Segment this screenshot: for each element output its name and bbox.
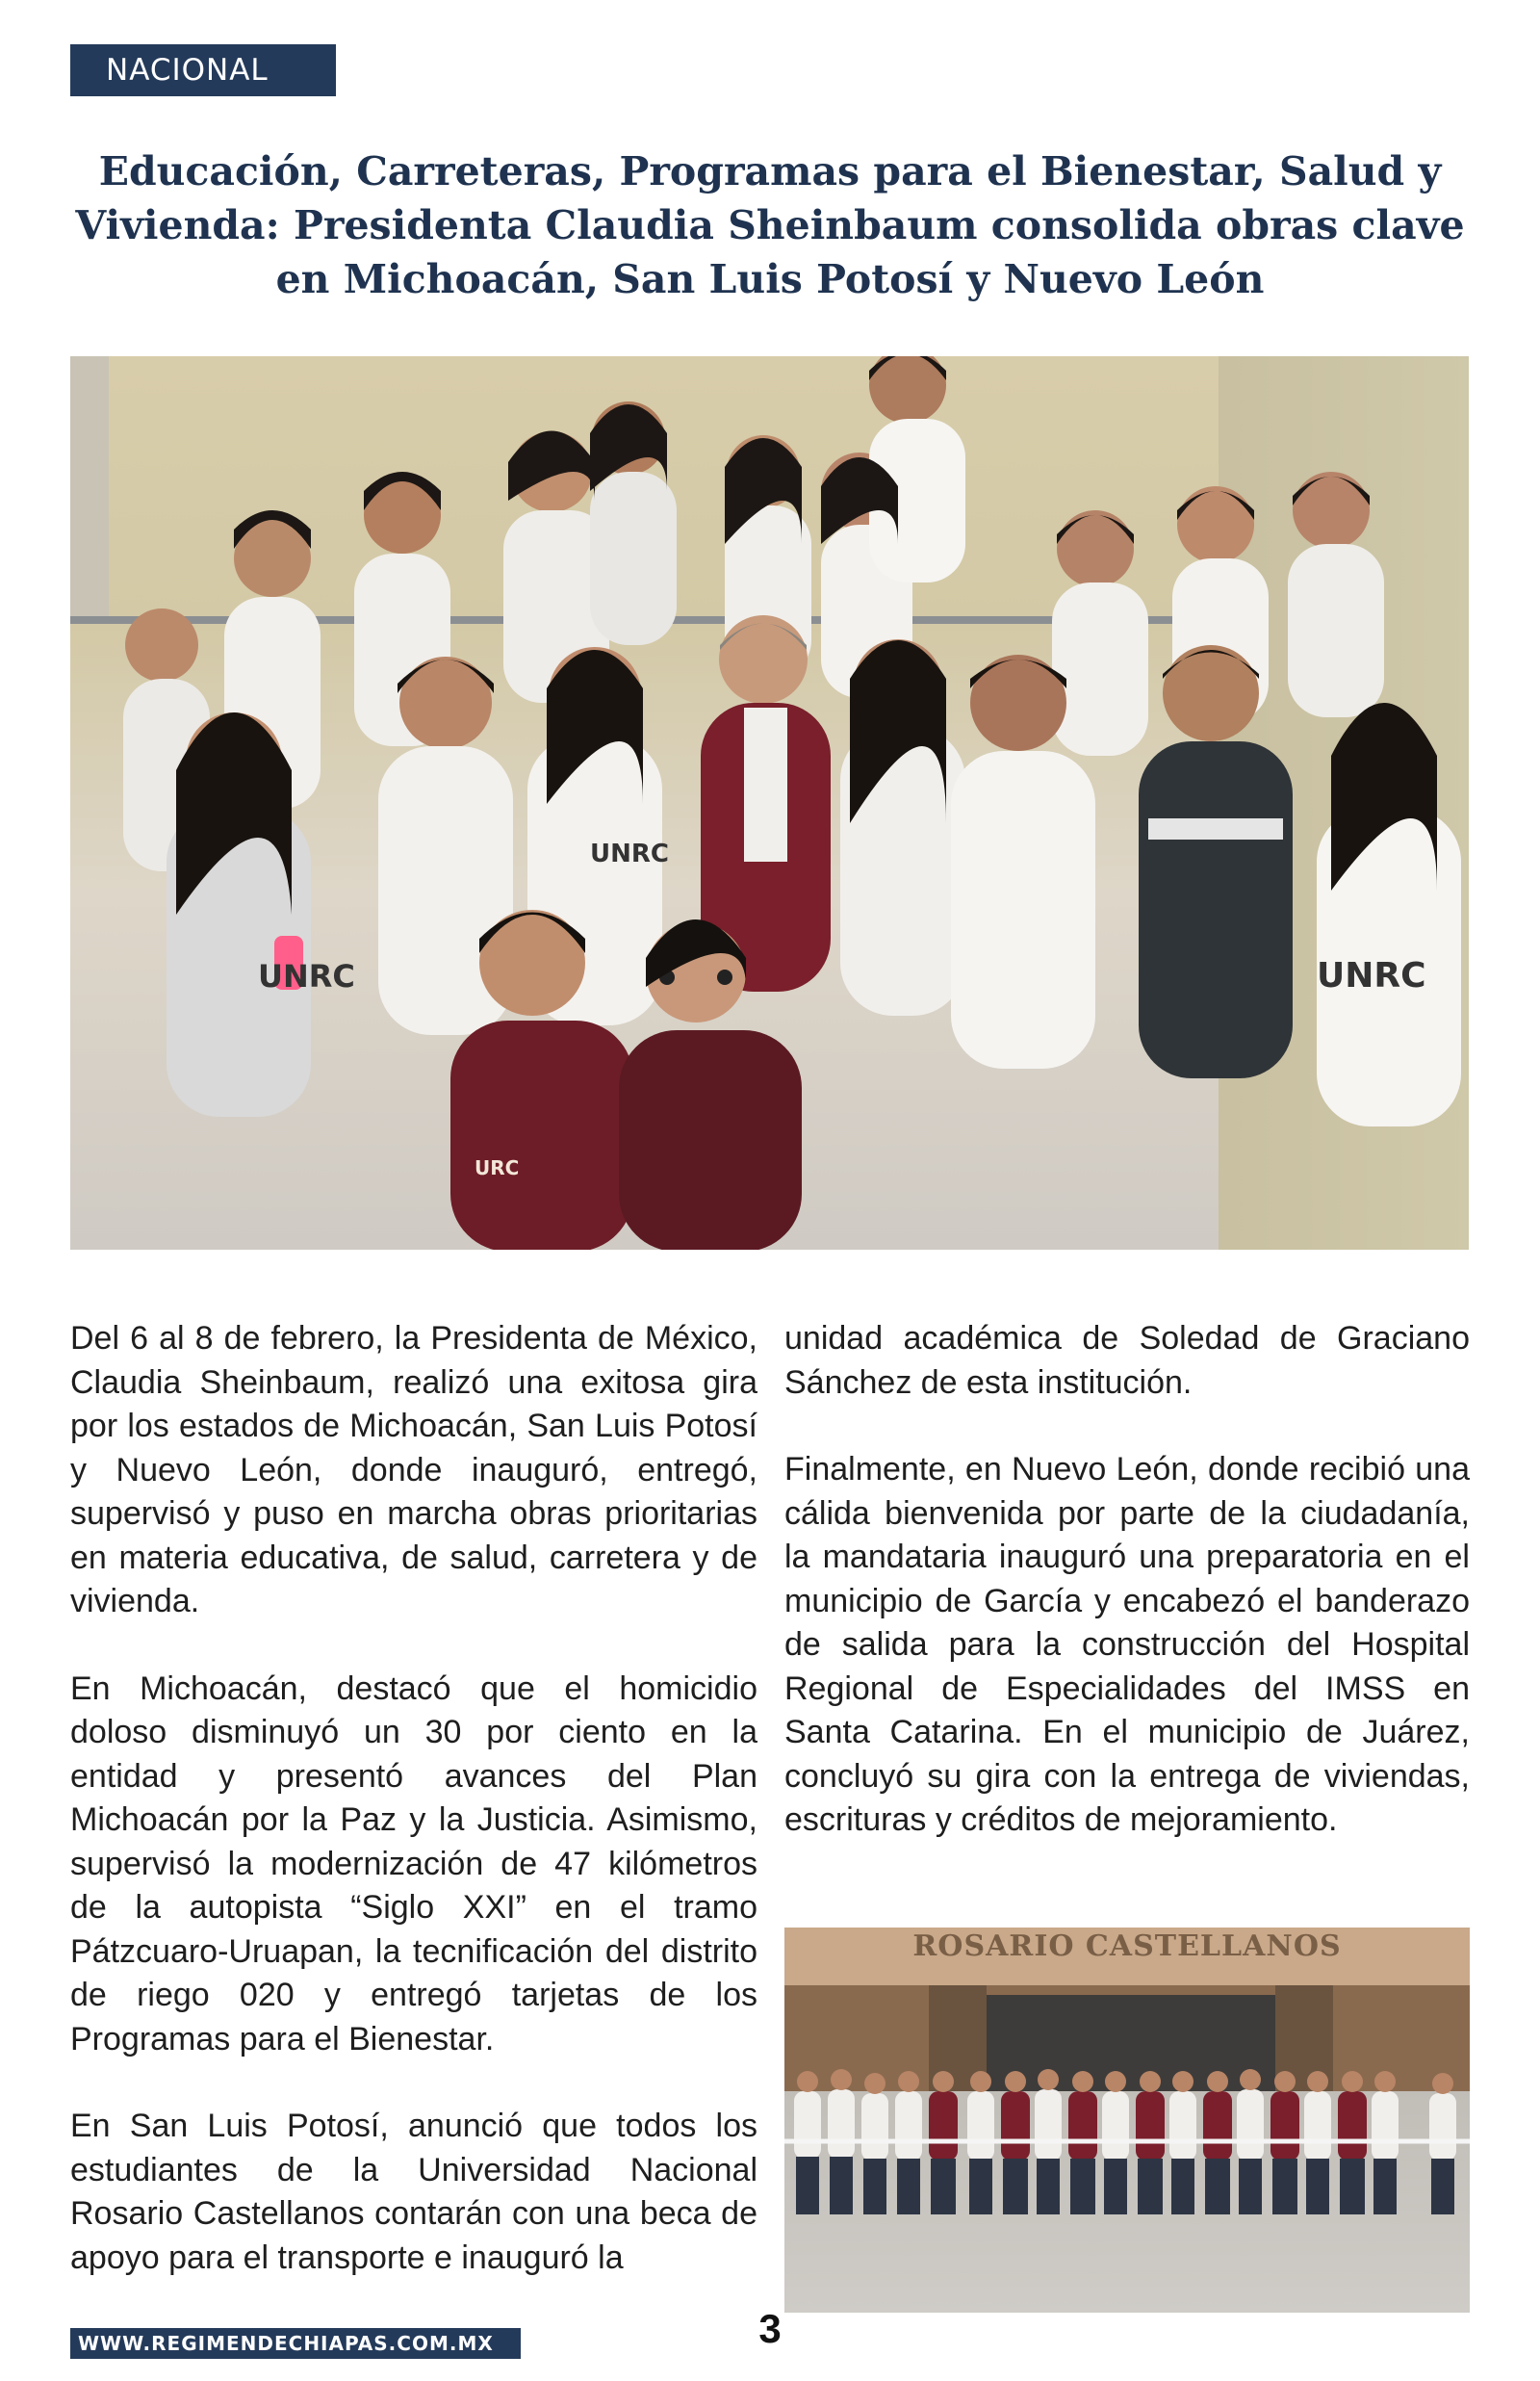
shirt-logo-text: UNRC — [590, 840, 669, 868]
group-photo — [70, 356, 1469, 1250]
article-headline — [58, 144, 1482, 306]
jacket-logo-text: URC — [475, 1156, 520, 1179]
group-photo-illustration — [70, 356, 1469, 1250]
article-paragraph-3-continued: unidad académica de Soledad de Graciano Sánchez de esta institución. — [784, 1320, 1470, 1401]
building-sign: ROSARIO CASTELLANOS — [912, 1929, 1342, 1963]
article-column-left — [70, 1317, 757, 2323]
headline-line-3: en Michoacán, San Luis Potosí y Nuevo León — [275, 256, 1265, 302]
shirt-logo-text-left: UNRC — [258, 958, 355, 995]
shirt-logo-text-right: UNRC — [1317, 956, 1426, 996]
article-paragraph-1: Del 6 al 8 de febrero, la Presidenta de México, Claudia Sheinbaum, realizó una exitosa gira por los estados de Michoacán, San Luis Potosí y Nuevo León, donde inauguró, entregó, supervisó y puso en marcha obras prioritarias en materia educativa, de salud, carretera y de vivienda. — [70, 1320, 757, 1619]
ribbon-cutting-photo — [784, 1928, 1470, 2313]
article-paragraph-2: En Michoacán, destacó que el homicidio doloso disminuyó un 30 por ciento en la entidad y presentó avances del Plan Michoacán por la Paz y la Justicia. Asimismo, supervisó la modernización de 47 kilómetros de la autopista “Siglo XXI” en el tramo Pátzcuaro-Uruapan, la tecnificación del distrito de riego 020 y entregó tarjetas de los Programas para el Bienestar. — [70, 1669, 757, 2057]
footer-website-link[interactable]: WWW.REGIMENDECHIAPAS.COM.MX — [70, 2328, 521, 2359]
article-paragraph-3: En San Luis Potosí, anunció que todos los estudiantes de la Universidad Nacional Rosario Castellanos contarán con una beca de apoyo para el transporte e inauguró la — [70, 2108, 757, 2276]
page-number: 3 — [758, 2306, 782, 2351]
article-column-right — [784, 1317, 1470, 1886]
headline-line-1: Educación, Carreteras, Programas para el Bienestar, Salud y — [98, 148, 1442, 194]
headline-line-2: Vivienda: Presidenta Claudia Sheinbaum consolida obras clave — [75, 202, 1465, 248]
section-tag: NACIONAL — [70, 44, 336, 96]
article-paragraph-4: Finalmente, en Nuevo León, donde recibió una cálida bienvenida por parte de la ciudadanía, la mandataria inauguró una preparatoria en el municipio de García y encabezó el banderazo de salida para la construcción del Hospital Regional de Especialidades del IMSS en Santa Catarina. En el municipio de Juárez, concluyó su gira con la entrega de viviendas, escrituras y créditos de mejoramiento. — [784, 1451, 1470, 1838]
ribbon-cutting-crowd — [784, 1928, 1470, 2313]
